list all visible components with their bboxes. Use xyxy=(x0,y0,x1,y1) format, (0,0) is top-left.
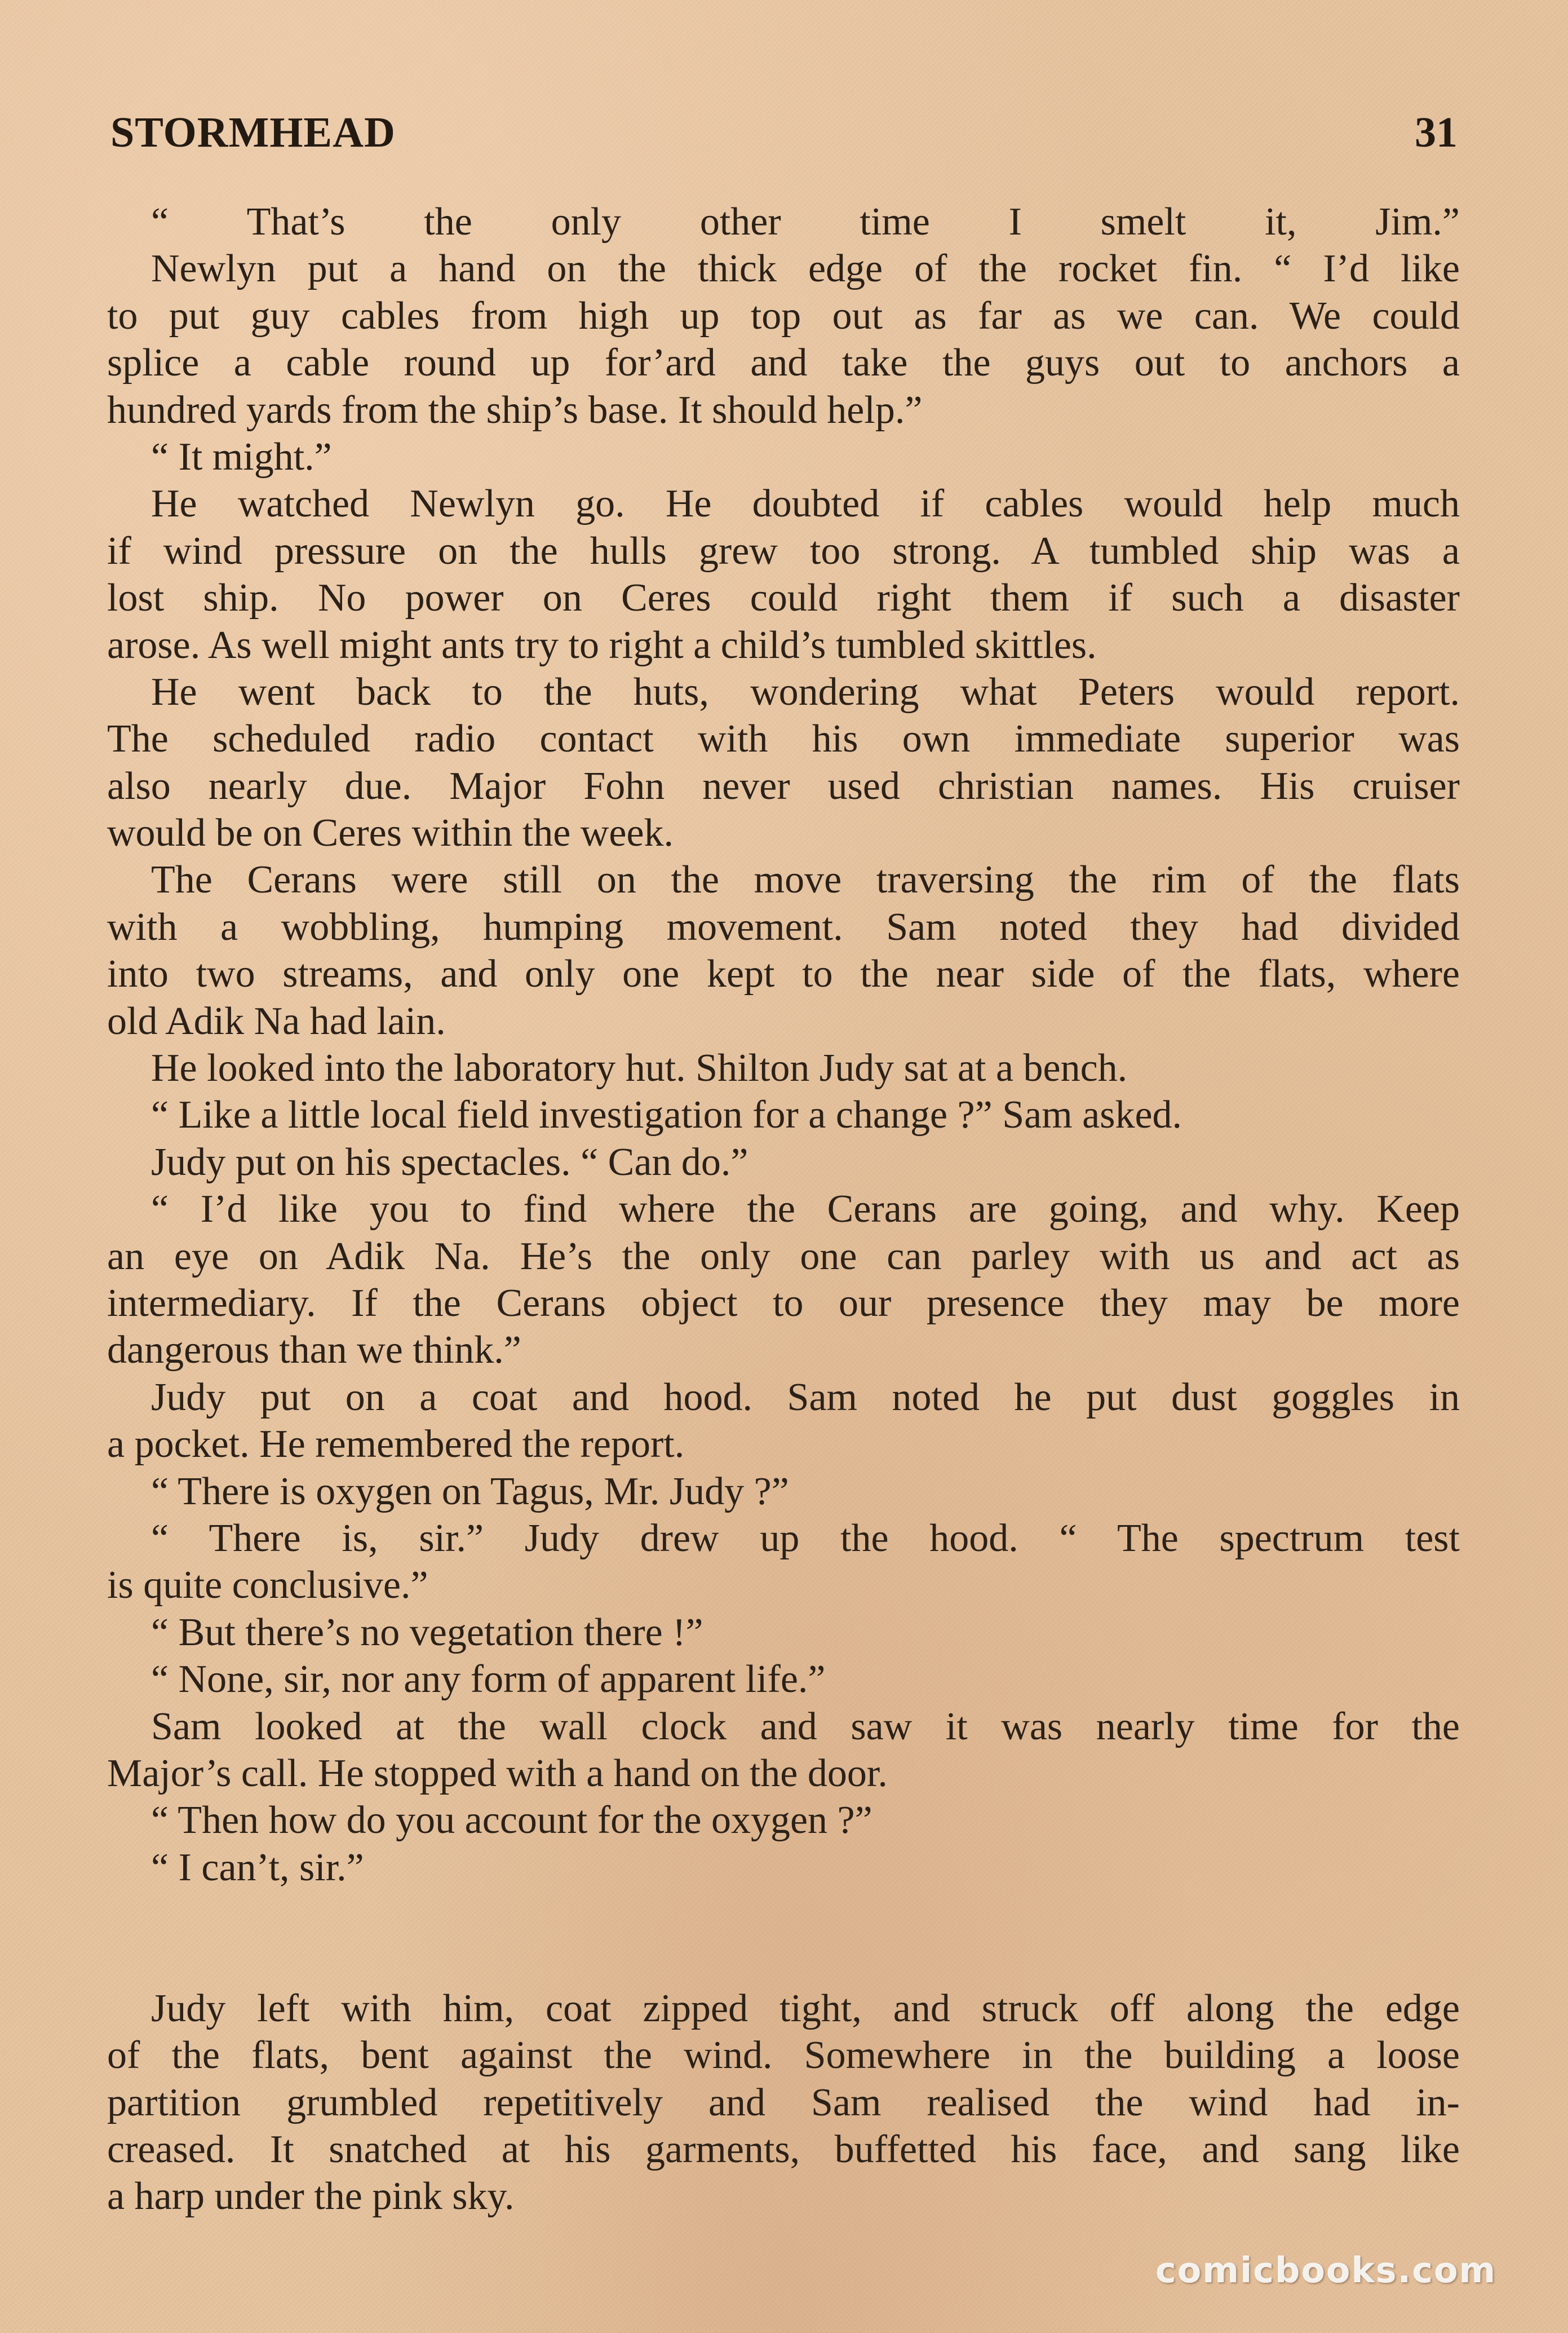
text-line: lost ship. No power on Ceres could right them if such a disaster xyxy=(107,576,1460,620)
text-line: Major’s call. He stopped with a hand on the door. xyxy=(107,1751,888,1795)
text-line: “ I can’t, sir.” xyxy=(151,1845,364,1889)
text-line: an eye on Adik Na. He’s the only one can parley with us and act as xyxy=(107,1234,1460,1278)
text-line: He went back to the huts, wondering what Peters would report. xyxy=(151,670,1460,714)
text-line: old Adik Na had lain. xyxy=(107,999,446,1043)
text-line: into two streams, and only one kept to the near side of the flats, where xyxy=(107,952,1460,996)
text-line: The scheduled radio contact with his own immediate superior was xyxy=(107,717,1460,761)
text-line: creased. It snatched at his garments, buffetted his face, and sang like xyxy=(107,2128,1460,2172)
text-line: Judy put on a coat and hood. Sam noted he put dust goggles in xyxy=(151,1375,1460,1419)
text-line: with a wobbling, humping movement. Sam noted they had divided xyxy=(107,905,1460,949)
watermark: comicbooks.com xyxy=(1155,2250,1497,2291)
text-line: “ But there’s no vegetation there !” xyxy=(151,1610,703,1654)
text-line: also nearly due. Major Fohn never used christian names. His cruiser xyxy=(107,764,1460,808)
text-line: “ I’d like you to find where the Cerans are going, and why. Keep xyxy=(151,1187,1460,1231)
text-line: if wind pressure on the hulls grew too strong. A tumbled ship was a xyxy=(107,529,1460,573)
text-line: intermediary. If the Cerans object to our presence they may be more xyxy=(107,1281,1460,1325)
text-line: a pocket. He remembered the report. xyxy=(107,1422,685,1466)
text-line: “ Then how do you account for the oxygen ?” xyxy=(151,1799,872,1842)
text-line: would be on Ceres within the week. xyxy=(107,811,674,855)
text-line: “ There is oxygen on Tagus, Mr. Judy ?” xyxy=(151,1469,789,1513)
text-line: The Cerans were still on the move traversing the rim of the flats xyxy=(151,858,1460,902)
text-line: “ That’s the only other time I smelt it, Jim.” xyxy=(151,200,1460,244)
text-line: to put guy cables from high up top out as far as we can. We could xyxy=(107,294,1460,338)
text-line: Sam looked at the wall clock and saw it was nearly time for the xyxy=(151,1704,1460,1748)
text-line: is quite conclusive.” xyxy=(107,1563,428,1607)
text-line: splice a cable round up for’ard and take the guys out to anchors a xyxy=(107,341,1460,385)
body-text xyxy=(107,198,1460,2220)
text-line: hundred yards from the ship’s base. It should help.” xyxy=(107,388,923,432)
text-line: Judy left with him, coat zipped tight, and struck off along the edge xyxy=(151,1986,1460,2030)
text-line: partition grumbled repetitively and Sam realised the wind had in- xyxy=(107,2080,1460,2124)
section-break xyxy=(107,1891,1460,1985)
text-line: “ None, sir, nor any form of apparent life.” xyxy=(151,1658,826,1702)
text-line: dangerous than we think.” xyxy=(107,1328,521,1372)
text-line: of the flats, bent against the wind. Somewhere in the building a loose xyxy=(107,2034,1460,2078)
text-line: He watched Newlyn go. He doubted if cables would help much xyxy=(151,482,1460,526)
text-line: “ Like a little local field investigation for a change ?” Sam asked. xyxy=(151,1093,1182,1137)
text-line: Judy put on his spectacles. “ Can do.” xyxy=(151,1140,748,1184)
text-line: Newlyn put a hand on the thick edge of the rocket fin. “ I’d like xyxy=(151,247,1460,291)
text-line: a harp under the pink sky. xyxy=(107,2175,515,2219)
page-number: 31 xyxy=(1415,109,1458,156)
text-line: “ It might.” xyxy=(151,435,332,479)
running-title: STORMHEAD xyxy=(110,109,396,156)
text-line: He looked into the laboratory hut. Shilton Judy sat at a bench. xyxy=(151,1046,1128,1090)
text-line: “ There is, sir.” Judy drew up the hood. “ The spectrum test xyxy=(151,1516,1460,1560)
text-line: arose. As well might ants try to right a child’s tumbled skittles. xyxy=(107,623,1097,667)
